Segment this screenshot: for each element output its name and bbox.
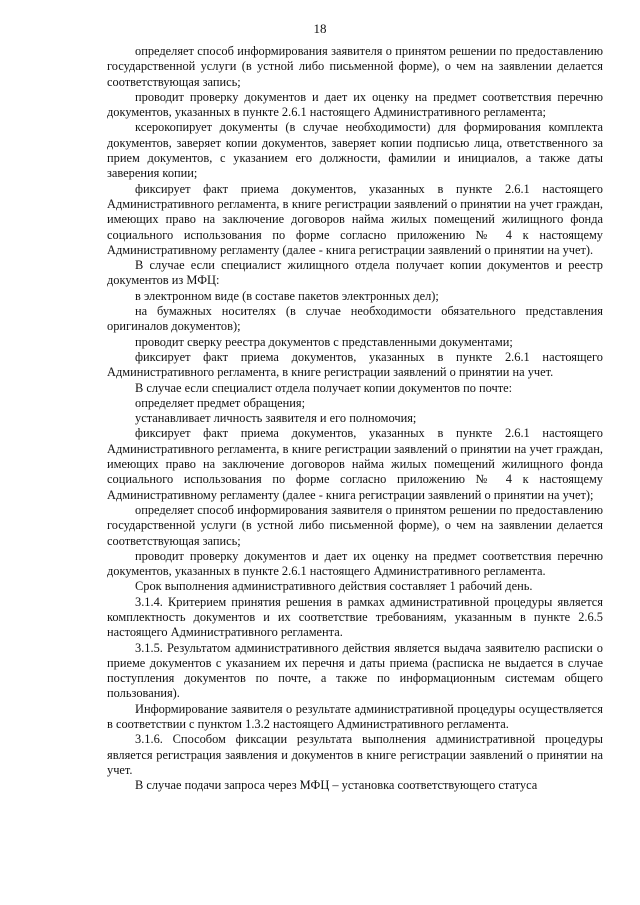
paragraph: проводит проверку документов и дает их оценку на предмет соответствия перечню документов, указанных в пункте 2.6.1 настоящего Административного регламента;	[107, 89, 603, 120]
paragraph: ксерокопирует документы (в случае необходимости) для формирования комплекта документов, заверяет копии документов, заверяет копии подписью лица, ответственного за прием документов, с указанием его должности, фамилии и инициалов, а также даты заверения копии;	[107, 120, 603, 181]
paragraph: фиксирует факт приема документов, указанных в пункте 2.6.1 настоящего Административного регламента, в книге регистрации заявлений о принятии на учет граждан, имеющих право на заключение договоров найма жилых помещений жилищного фонда социального использования по форме согласно приложению № 4 к настоящему Административному регламенту (далее - книга регистрации заявлений о принятии на учет);	[107, 426, 603, 502]
paragraph: 3.1.5. Результатом административного действия является выдача заявителю расписки о приеме документов с указанием их перечня и даты приема (расписка не выдается в случае поступления документов по почте, а также по информационным системам общего пользования).	[107, 640, 603, 701]
paragraph: Срок выполнения административного действия составляет 1 рабочий день.	[135, 579, 533, 594]
paragraph: проводит проверку документов и дает их оценку на предмет соответствия перечню документов, указанных в пункте 2.6.1 настоящего Административного регламента.	[107, 548, 603, 579]
paragraph: В случае подачи запроса через МФЦ – установка соответствующего статуса	[135, 778, 538, 793]
paragraph: Информирование заявителя о результате административной процедуры осуществляется в соответствии с пунктом 1.3.2 настоящего Административного регламента.	[107, 701, 603, 732]
paragraph: определяет способ информирования заявителя о принятом решении по предоставлению государственной услуги (в устной либо письменной форме), о чем на заявлении делается соответствующая запись;	[107, 44, 603, 89]
body-text	[107, 44, 603, 794]
paragraph: 3.1.6. Способом фиксации результата выполнения административной процедуры является регистрация заявления и документов в книге регистрации заявлений о принятии на учет.	[107, 732, 603, 777]
paragraph: фиксирует факт приема документов, указанных в пункте 2.6.1 настоящего Административного регламента, в книге регистрации заявлений о принятии на учет.	[107, 349, 603, 380]
paragraph: 3.1.4. Критерием принятия решения в рамках административной процедуры является комплектность документов и их соответствие требованиям, указанным в пункте 2.6.5 настоящего Административного регламента.	[107, 594, 603, 640]
paragraph: определяет предмет обращения;	[135, 395, 306, 410]
paragraph: В случае если специалист отдела получает копии документов по почте:	[135, 380, 513, 395]
page-number: 18	[313, 21, 327, 36]
paragraph: проводит сверку реестра документов с представленными документами;	[135, 334, 513, 349]
paragraph: В случае если специалист жилищного отдела получает копии документов и реестр документов из МФЦ:	[107, 258, 603, 288]
paragraph: фиксирует факт приема документов, указанных в пункте 2.6.1 настоящего Административного регламента, в книге регистрации заявлений о принятии на учет граждан, имеющих право на заключение договоров найма жилых помещений жилищного фонда социального использования по форме согласно приложению № 4 к настоящему Административному регламенту (далее - книга регистрации заявлений о принятии на учет).	[107, 181, 603, 257]
paragraph: в электронном виде (в составе пакетов электронных дел);	[135, 288, 439, 303]
paragraph: на бумажных носителях (в случае необходимости обязательного представления оригиналов документов);	[107, 304, 603, 334]
paragraph: определяет способ информирования заявителя о принятом решении по предоставлению государственной услуги (в устной либо письменной форме), о чем на заявлении делается соответствующая запись;	[107, 502, 603, 548]
paragraph: устанавливает личность заявителя и его полномочия;	[135, 411, 417, 426]
